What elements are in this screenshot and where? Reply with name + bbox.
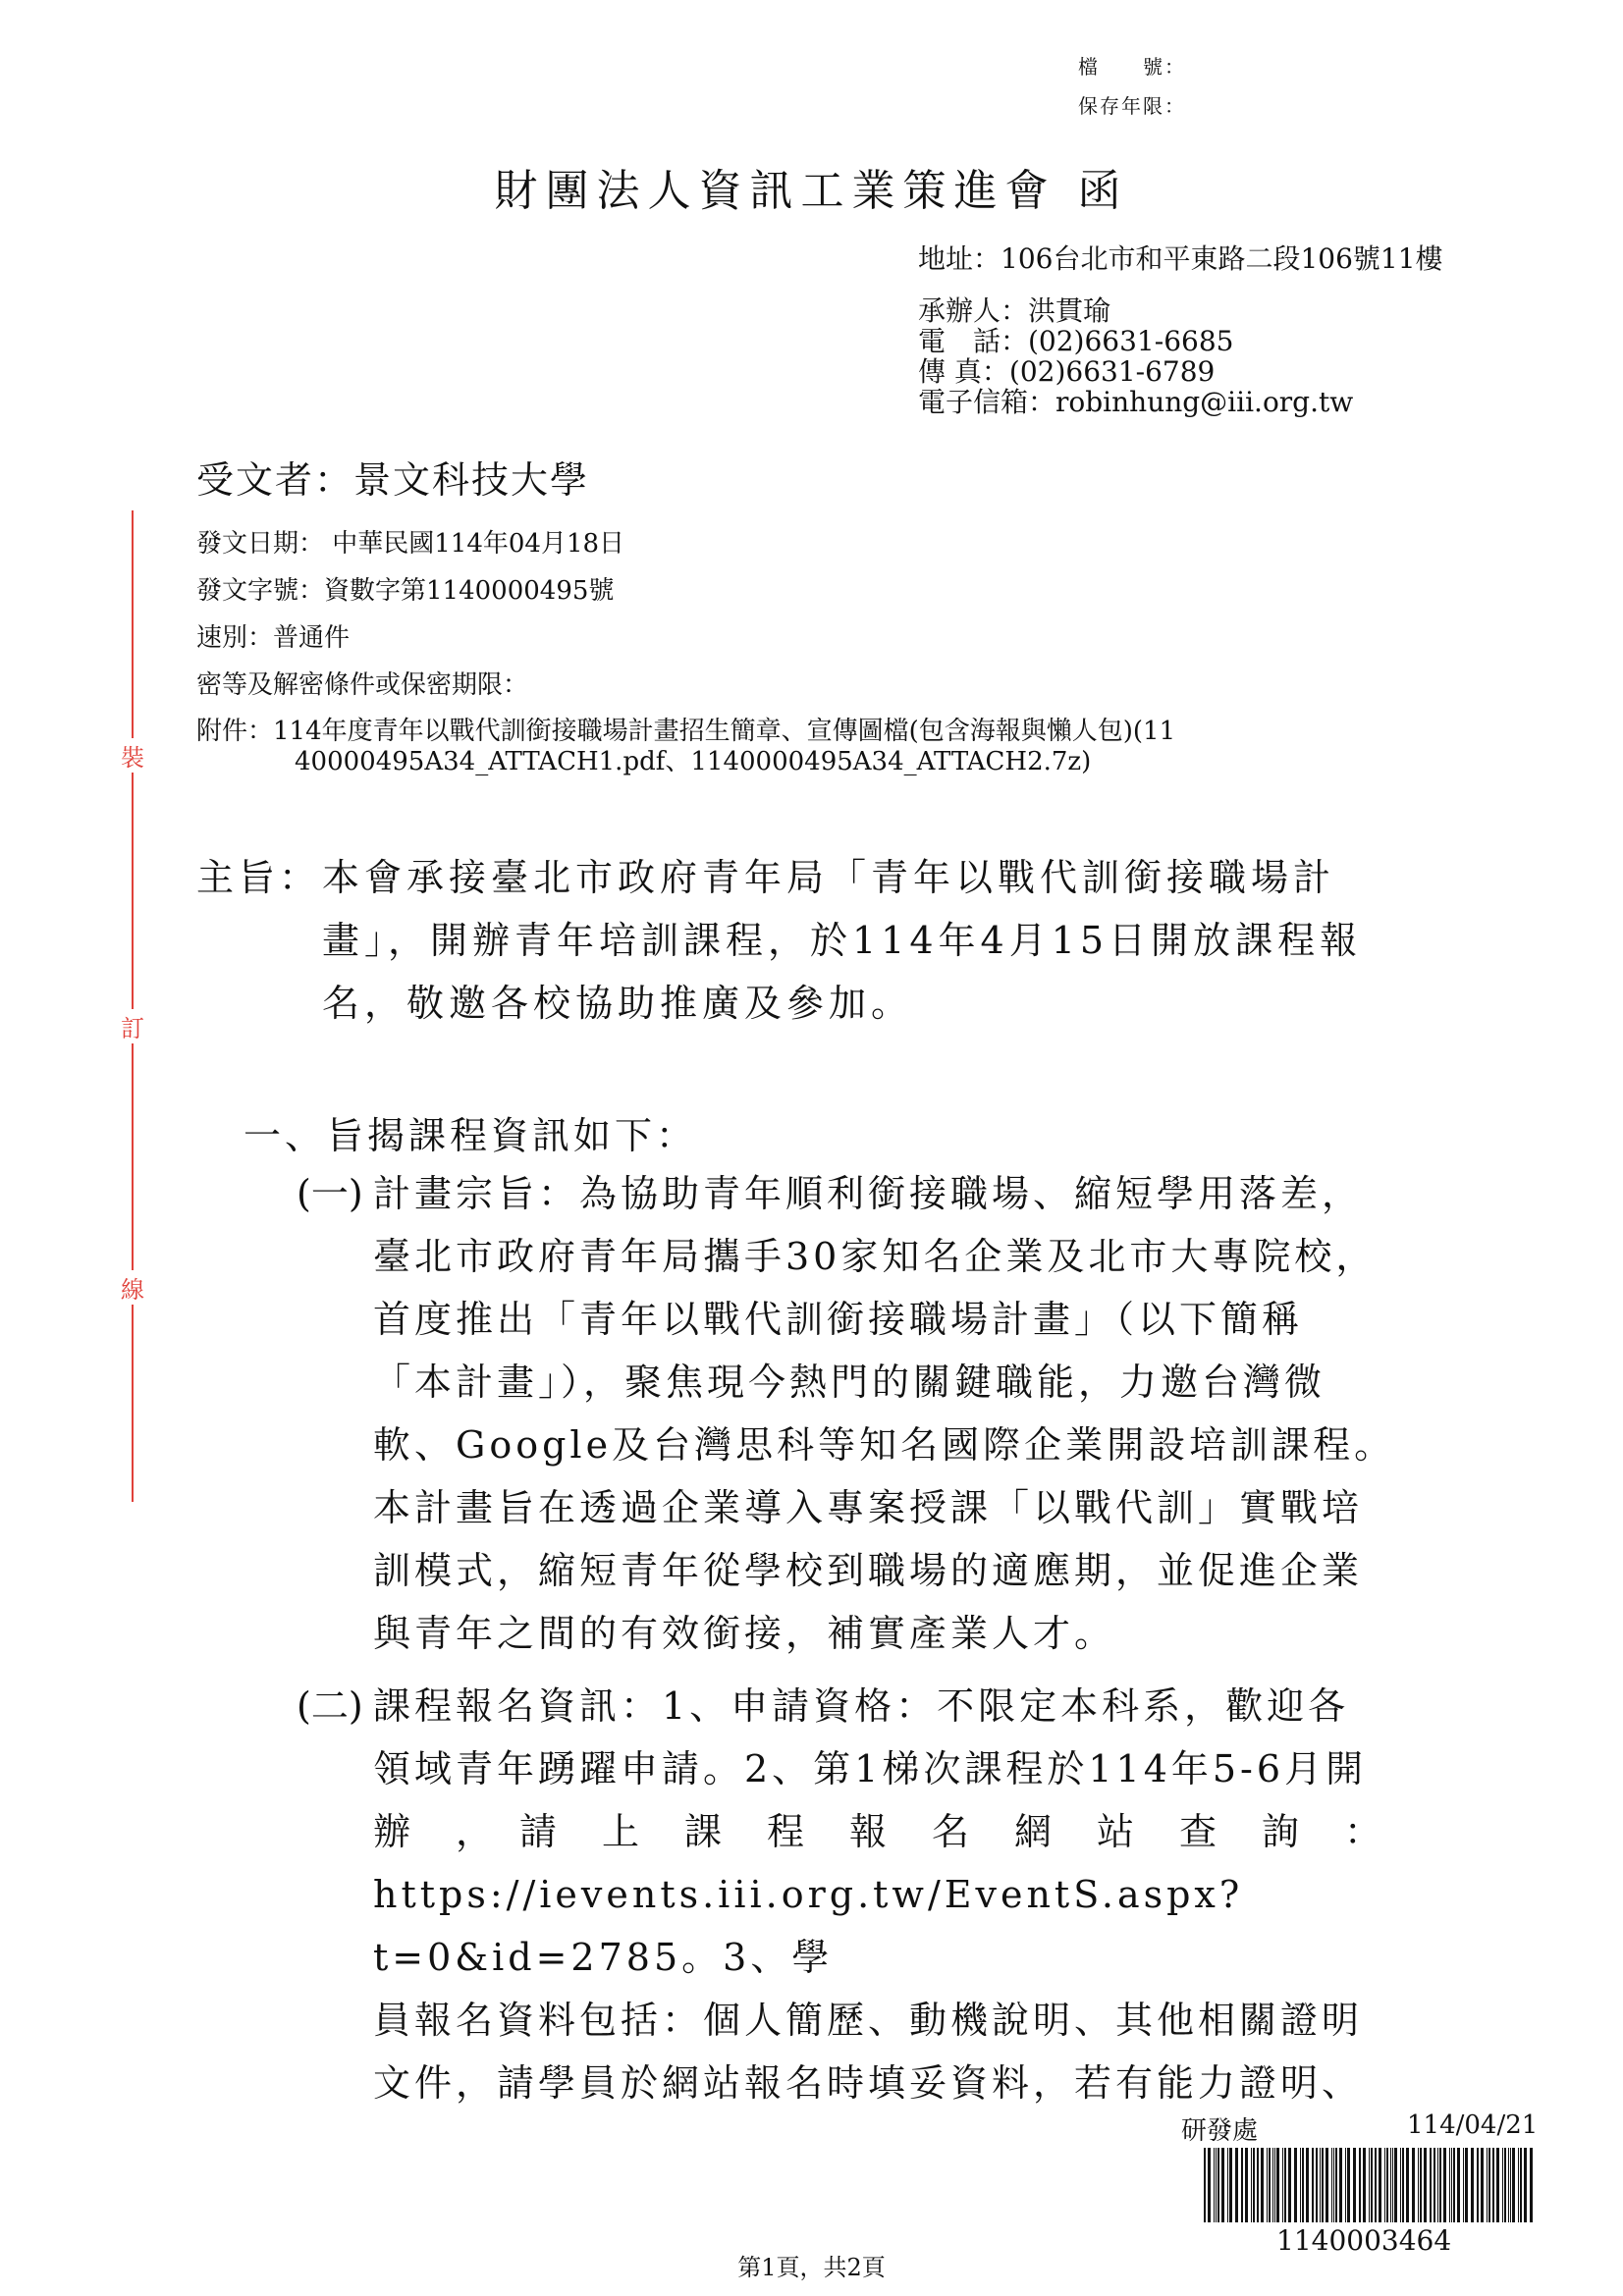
barcode-bar xyxy=(1487,2148,1488,2222)
barcode-bar xyxy=(1204,2148,1206,2222)
barcode-bar xyxy=(1217,2148,1219,2222)
barcode-bar xyxy=(1508,2148,1509,2222)
item-2-label: (二) xyxy=(297,1684,363,1728)
barcode-bar xyxy=(1221,2148,1224,2222)
file-info xyxy=(1078,47,1186,126)
barcode-bar xyxy=(1394,2148,1397,2222)
barcode-bar xyxy=(1406,2148,1409,2222)
barcode-bar xyxy=(1437,2148,1438,2222)
address: 地址：106台北市和平東路二段106號11樓 xyxy=(918,242,1443,275)
barcode-bar xyxy=(1272,2148,1273,2222)
barcode-bar xyxy=(1347,2148,1350,2222)
subject-label: 主旨： xyxy=(196,856,321,899)
barcode-bar xyxy=(1449,2148,1450,2222)
footer-date: 114/04/21 xyxy=(1407,2110,1539,2140)
barcode-number: 1140003464 xyxy=(1276,2224,1452,2257)
barcode-bar xyxy=(1530,2148,1533,2222)
subject-text: 本會承接臺北市政府青年局「青年以戰代訓銜接職場計 畫」，開辦青年培訓課程，於114年4月15日開放課程報 名，敬邀各校協助推廣及參加。 xyxy=(322,856,1363,1025)
barcode-bar xyxy=(1496,2148,1499,2222)
fax: 傳 真：(02)6631-6789 xyxy=(918,355,1216,388)
item-1-label: (一) xyxy=(297,1172,363,1215)
barcode-bar xyxy=(1371,2148,1373,2222)
recipient: 受文者：景文科技大學 xyxy=(196,458,590,502)
barcode-bar xyxy=(1420,2148,1422,2222)
barcode-bar xyxy=(1524,2148,1527,2222)
barcode-bar xyxy=(1392,2148,1393,2222)
section-heading: 一、旨揭課程資訊如下： xyxy=(243,1114,698,1157)
barcode-bar xyxy=(1339,2148,1342,2222)
section-item-1 xyxy=(297,1162,1465,1665)
barcode-bar xyxy=(1424,2148,1427,2222)
barcode-bar xyxy=(1216,2148,1217,2222)
barcode-bar xyxy=(1481,2148,1484,2222)
barcode-bar xyxy=(1267,2148,1268,2222)
barcode-bar xyxy=(1463,2148,1464,2222)
barcode-bar xyxy=(1269,2148,1271,2222)
barcode-bar xyxy=(1274,2148,1275,2222)
item-2-text: 課程報名資訊：1、申請資格：不限定本科系，歡迎各 領域青年踴躍申請。2、第1梯次課程於114年5-6月開 辦 ， 請 上 課 程 報 名 網 站 查 詢 ： https://ievents.iii.org.tw/EventS.aspx?t=0&id=2785。3、學 員報名資料包括：個人簡歷、動機說明、其他相關證明 文件，請學員於網站報名時填妥資料，若有能力證明、 xyxy=(373,1684,1386,2105)
barcode-bar xyxy=(1245,2148,1248,2222)
barcode-bar xyxy=(1276,2148,1279,2222)
item-1-text: 計畫宗旨：為協助青年順利銜接職場、縮短學用落差， 臺北市政府青年局攜手30家知名企業及北市大專院校， 首度推出「青年以戰代訓銜接職場計畫」（以下簡稱 「本計畫」），聚焦現今熱門的關鍵職能，力邀台灣微 軟、Google及台灣思科等知名國際企業開設培訓課程。 本計畫旨在透過企業導入專案授課「以戰代訓」實戰培 訓模式，縮短青年從學校到職場的適應期，並促進企業 與青年之間的有效銜接，補實產業人才。 xyxy=(373,1172,1396,1655)
barcode-bar xyxy=(1235,2148,1238,2222)
binding-char-xian: 線 xyxy=(120,1270,145,1305)
barcode-bar xyxy=(1465,2148,1468,2222)
barcode-bar xyxy=(1453,2148,1455,2222)
page-number: 第1頁，共2頁 xyxy=(737,2254,886,2281)
phone: 電 話：(02)6631-6685 xyxy=(918,325,1234,357)
barcode-bar xyxy=(1302,2148,1304,2222)
barcode-bar xyxy=(1300,2148,1301,2222)
issue-number: 發文字號：資數字第1140000495號 xyxy=(196,576,615,606)
barcode-bar xyxy=(1434,2148,1435,2222)
barcode xyxy=(1202,2148,1536,2222)
binding-char-zhuang: 裝 xyxy=(120,738,145,773)
barcode-bar xyxy=(1359,2148,1361,2222)
barcode-bar xyxy=(1384,2148,1385,2222)
barcode-bar xyxy=(1306,2148,1309,2222)
retention-period-label: 保存年限： xyxy=(1078,94,1186,118)
barcode-bar xyxy=(1471,2148,1474,2222)
barcode-bar xyxy=(1312,2148,1314,2222)
barcode-bar xyxy=(1331,2148,1332,2222)
barcode-bar xyxy=(1477,2148,1479,2222)
barcode-bar xyxy=(1257,2148,1259,2222)
barcode-bar xyxy=(1241,2148,1243,2222)
binding-line xyxy=(132,510,134,1502)
barcode-bar xyxy=(1451,2148,1452,2222)
barcode-bar xyxy=(1208,2148,1211,2222)
barcode-bar xyxy=(1322,2148,1324,2222)
barcode-bar xyxy=(1492,2148,1494,2222)
barcode-bar xyxy=(1375,2148,1377,2222)
barcode-bar xyxy=(1510,2148,1511,2222)
attachment-line-2: 40000495A34_ATTACH1.pdf、1140000495A34_ATTACH2.7z) xyxy=(295,747,1092,776)
barcode-bar xyxy=(1412,2148,1415,2222)
barcode-bar xyxy=(1418,2148,1419,2222)
speed: 速別：普通件 xyxy=(196,623,351,653)
barcode-bar xyxy=(1353,2148,1356,2222)
subject xyxy=(196,846,1453,1035)
barcode-bar xyxy=(1390,2148,1391,2222)
contact-block xyxy=(918,243,1443,417)
barcode-bar xyxy=(1439,2148,1441,2222)
barcode-bar xyxy=(1214,2148,1215,2222)
barcode-bar xyxy=(1379,2148,1381,2222)
barcode-bar xyxy=(1288,2148,1291,2222)
barcode-bar xyxy=(1335,2148,1337,2222)
barcode-bar xyxy=(1345,2148,1346,2222)
barcode-bar xyxy=(1518,2148,1519,2222)
barcode-bar xyxy=(1504,2148,1506,2222)
attachment xyxy=(196,717,1175,777)
issue-date: 發文日期： 中華民國114年04月18日 xyxy=(196,529,625,559)
barcode-bar xyxy=(1325,2148,1328,2222)
barcode-bar xyxy=(1512,2148,1515,2222)
barcode-bar xyxy=(1261,2148,1264,2222)
barcode-bar xyxy=(1400,2148,1401,2222)
barcode-bar xyxy=(1251,2148,1252,2222)
document-meta xyxy=(196,520,1175,777)
barcode-bar xyxy=(1488,2148,1490,2222)
binding-char-ding: 訂 xyxy=(120,1009,145,1043)
barcode-bar xyxy=(1520,2148,1522,2222)
barcode-bar xyxy=(1333,2148,1334,2222)
barcode-bar xyxy=(1443,2148,1446,2222)
barcode-bar xyxy=(1227,2148,1228,2222)
barcode-bar xyxy=(1430,2148,1432,2222)
secrecy: 密等及解密條件或保密期限： xyxy=(196,670,529,700)
barcode-bar xyxy=(1320,2148,1321,2222)
barcode-bar xyxy=(1363,2148,1366,2222)
section-item-2 xyxy=(297,1675,1465,2114)
footer-unit: 研發處 xyxy=(1181,2116,1259,2146)
file-number-label: 檔 號： xyxy=(1078,55,1186,79)
email: 電子信箱：robinhung@iii.org.tw xyxy=(918,386,1354,418)
barcode-bar xyxy=(1502,2148,1503,2222)
handler: 承辦人：洪貫瑜 xyxy=(918,294,1111,327)
barcode-bar xyxy=(1282,2148,1283,2222)
attachment-line-1: 附件：114年度青年以戰代訓銜接職場計畫招生簡章、宣傳圖檔(包含海報與懶人包)(11 xyxy=(196,717,1176,746)
barcode-bar xyxy=(1294,2148,1297,2222)
barcode-bar xyxy=(1316,2148,1318,2222)
barcode-bar xyxy=(1229,2148,1232,2222)
barcode-bar xyxy=(1284,2148,1286,2222)
barcode-bar xyxy=(1253,2148,1255,2222)
barcode-bar xyxy=(1369,2148,1370,2222)
document-title: 財團法人資訊工業策進會 函 xyxy=(494,166,1129,216)
barcode-bar xyxy=(1386,2148,1388,2222)
barcode-bar xyxy=(1457,2148,1460,2222)
barcode-bar xyxy=(1402,2148,1404,2222)
